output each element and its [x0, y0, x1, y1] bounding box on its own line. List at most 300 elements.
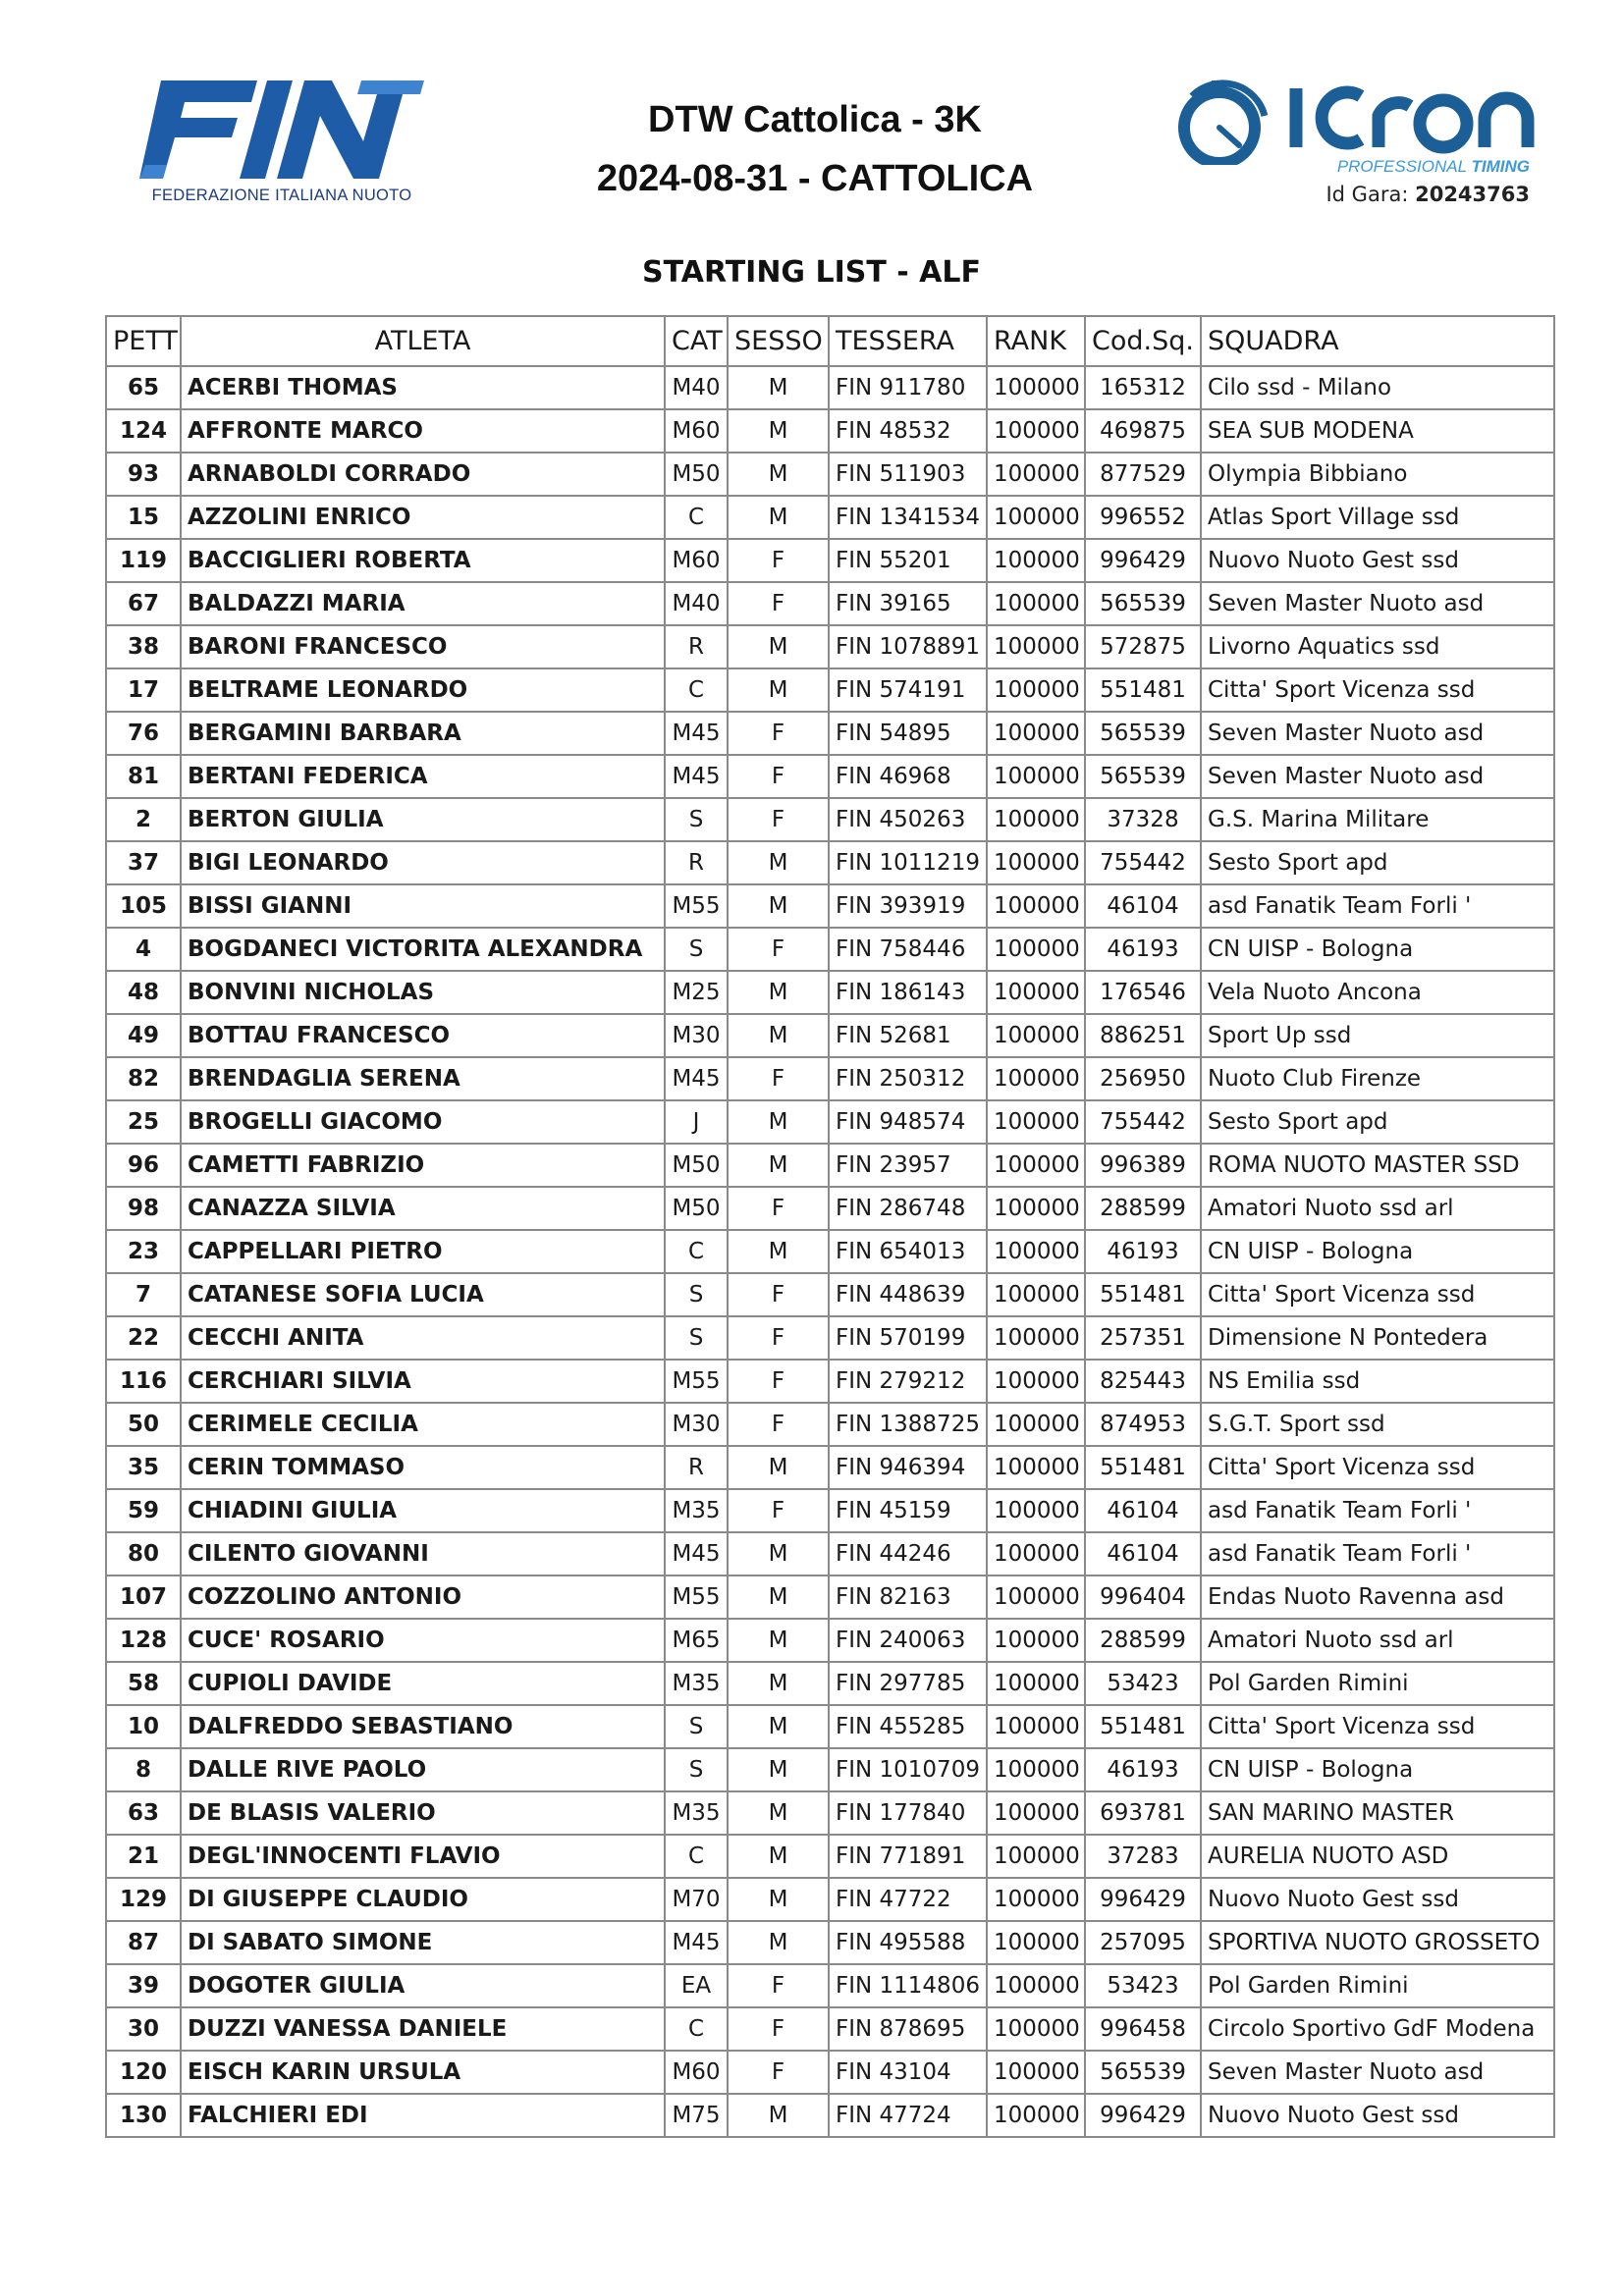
squadra-cell: Sesto Sport apd — [1201, 841, 1554, 884]
cod-sq-cell: 551481 — [1085, 668, 1201, 712]
squadra-cell: Sport Up ssd — [1201, 1014, 1554, 1057]
starting-list-table — [105, 315, 1555, 2138]
rank-cell: 100000 — [987, 1144, 1085, 1187]
sesso-cell: F — [728, 1403, 829, 1446]
pett-cell: 98 — [106, 1187, 181, 1230]
cat-cell: C — [665, 1230, 728, 1273]
sesso-cell: M — [728, 1144, 829, 1187]
cat-cell: M50 — [665, 1187, 728, 1230]
sesso-cell: M — [728, 1878, 829, 1921]
rank-cell: 100000 — [987, 453, 1085, 496]
cat-cell: C — [665, 1835, 728, 1878]
tessera-cell: FIN 47724 — [829, 2094, 987, 2137]
col-header-rank: RANK — [987, 316, 1085, 366]
cod-sq-cell: 565539 — [1085, 755, 1201, 798]
event-date-location: 2024-08-31 - CATTOLICA — [596, 158, 1034, 199]
rank-cell: 100000 — [987, 928, 1085, 971]
cod-sq-cell: 874953 — [1085, 1403, 1201, 1446]
atleta-cell: DI GIUSEPPE CLAUDIO — [181, 1878, 665, 1921]
rank-cell: 100000 — [987, 1014, 1085, 1057]
tessera-cell: FIN 286748 — [829, 1187, 987, 1230]
atleta-cell: BACCIGLIERI ROBERTA — [181, 539, 665, 582]
squadra-cell: asd Fanatik Team Forli ' — [1201, 1489, 1554, 1532]
rank-cell: 100000 — [987, 1057, 1085, 1100]
squadra-cell: asd Fanatik Team Forli ' — [1201, 1532, 1554, 1575]
rank-cell: 100000 — [987, 1446, 1085, 1489]
rank-cell: 100000 — [987, 625, 1085, 668]
cod-sq-cell: 46193 — [1085, 928, 1201, 971]
table-row — [106, 1230, 1554, 1273]
squadra-cell: Amatori Nuoto ssd arl — [1201, 1619, 1554, 1662]
cod-sq-cell: 996429 — [1085, 1878, 1201, 1921]
tessera-cell: FIN 240063 — [829, 1619, 987, 1662]
tessera-cell: FIN 570199 — [829, 1316, 987, 1360]
sesso-cell: M — [728, 1014, 829, 1057]
rank-cell: 100000 — [987, 971, 1085, 1014]
sesso-cell: M — [728, 1662, 829, 1705]
cat-cell: C — [665, 496, 728, 539]
tessera-cell: FIN 450263 — [829, 798, 987, 841]
atleta-cell: BOGDANECI VICTORITA ALEXANDRA — [181, 928, 665, 971]
pett-cell: 50 — [106, 1403, 181, 1446]
sesso-cell: F — [728, 1360, 829, 1403]
pett-cell: 105 — [106, 884, 181, 928]
tessera-cell: FIN 911780 — [829, 366, 987, 409]
cat-cell: M60 — [665, 409, 728, 453]
table-row — [106, 1316, 1554, 1360]
sesso-cell: F — [728, 712, 829, 755]
atleta-cell: EISCH KARIN URSULA — [181, 2051, 665, 2094]
pett-cell: 2 — [106, 798, 181, 841]
tessera-cell: FIN 54895 — [829, 712, 987, 755]
table-row — [106, 1057, 1554, 1100]
rank-cell: 100000 — [987, 1835, 1085, 1878]
squadra-cell: CN UISP - Bologna — [1201, 1230, 1554, 1273]
pett-cell: 81 — [106, 755, 181, 798]
squadra-cell: NS Emilia ssd — [1201, 1360, 1554, 1403]
cat-cell: C — [665, 668, 728, 712]
cod-sq-cell: 565539 — [1085, 2051, 1201, 2094]
cat-cell: M35 — [665, 1662, 728, 1705]
table-row — [106, 625, 1554, 668]
atleta-cell: DALFREDDO SEBASTIANO — [181, 1705, 665, 1748]
table-row — [106, 1748, 1554, 1791]
atleta-cell: CANAZZA SILVIA — [181, 1187, 665, 1230]
pett-cell: 8 — [106, 1748, 181, 1791]
table-header-row — [106, 316, 1554, 366]
pett-cell: 128 — [106, 1619, 181, 1662]
cat-cell: M30 — [665, 1014, 728, 1057]
table-row — [106, 1144, 1554, 1187]
cat-cell: J — [665, 1100, 728, 1144]
pett-cell: 7 — [106, 1273, 181, 1316]
atleta-cell: AZZOLINI ENRICO — [181, 496, 665, 539]
tessera-cell: FIN 1388725 — [829, 1403, 987, 1446]
tessera-cell: FIN 43104 — [829, 2051, 987, 2094]
table-row — [106, 1014, 1554, 1057]
pett-cell: 30 — [106, 2007, 181, 2051]
cod-sq-cell: 996429 — [1085, 2094, 1201, 2137]
sesso-cell: M — [728, 884, 829, 928]
tessera-cell: FIN 82163 — [829, 1575, 987, 1619]
rank-cell: 100000 — [987, 1575, 1085, 1619]
cod-sq-cell: 257351 — [1085, 1316, 1201, 1360]
table-row — [106, 582, 1554, 625]
atleta-cell: BOTTAU FRANCESCO — [181, 1014, 665, 1057]
cod-sq-cell: 469875 — [1085, 409, 1201, 453]
pett-cell: 35 — [106, 1446, 181, 1489]
rank-cell: 100000 — [987, 1273, 1085, 1316]
rank-cell: 100000 — [987, 582, 1085, 625]
pett-cell: 21 — [106, 1835, 181, 1878]
squadra-cell: Cilo ssd - Milano — [1201, 366, 1554, 409]
cat-cell: R — [665, 1446, 728, 1489]
atleta-cell: BARONI FRANCESCO — [181, 625, 665, 668]
list-title: STARTING LIST - ALF — [641, 255, 982, 290]
cat-cell: M45 — [665, 1057, 728, 1100]
pett-cell: 76 — [106, 712, 181, 755]
cod-sq-cell: 551481 — [1085, 1705, 1201, 1748]
atleta-cell: COZZOLINO ANTONIO — [181, 1575, 665, 1619]
col-header-sesso: SESSO — [728, 316, 829, 366]
tessera-cell: FIN 55201 — [829, 539, 987, 582]
cat-cell: S — [665, 1748, 728, 1791]
cod-sq-cell: 996389 — [1085, 1144, 1201, 1187]
rank-cell: 100000 — [987, 1921, 1085, 1964]
table-row — [106, 1878, 1554, 1921]
rank-cell: 100000 — [987, 668, 1085, 712]
squadra-cell: Pol Garden Rimini — [1201, 1662, 1554, 1705]
sesso-cell: F — [728, 1489, 829, 1532]
sesso-cell: M — [728, 366, 829, 409]
sesso-cell: M — [728, 841, 829, 884]
rank-cell: 100000 — [987, 1316, 1085, 1360]
tessera-cell: FIN 1010709 — [829, 1748, 987, 1791]
squadra-cell: Atlas Sport Village ssd — [1201, 496, 1554, 539]
cat-cell: M60 — [665, 2051, 728, 2094]
rank-cell: 100000 — [987, 798, 1085, 841]
cod-sq-cell: 37328 — [1085, 798, 1201, 841]
icron-logo — [1168, 77, 1542, 214]
pett-cell: 49 — [106, 1014, 181, 1057]
pett-cell: 96 — [106, 1144, 181, 1187]
atleta-cell: CAMETTI FABRIZIO — [181, 1144, 665, 1187]
tessera-cell: FIN 771891 — [829, 1835, 987, 1878]
pett-cell: 48 — [106, 971, 181, 1014]
col-header-cod-sq: Cod.Sq. — [1085, 316, 1201, 366]
table-row — [106, 2094, 1554, 2137]
atleta-cell: CAPPELLARI PIETRO — [181, 1230, 665, 1273]
squadra-cell: Seven Master Nuoto asd — [1201, 2051, 1554, 2094]
sesso-cell: M — [728, 496, 829, 539]
squadra-cell: SEA SUB MODENA — [1201, 409, 1554, 453]
sesso-cell: M — [728, 453, 829, 496]
sesso-cell: M — [728, 1446, 829, 1489]
cod-sq-cell: 53423 — [1085, 1964, 1201, 2007]
sesso-cell: M — [728, 1791, 829, 1835]
cat-cell: M40 — [665, 582, 728, 625]
sesso-cell: M — [728, 1532, 829, 1575]
atleta-cell: DOGOTER GIULIA — [181, 1964, 665, 2007]
tessera-cell: FIN 297785 — [829, 1662, 987, 1705]
tessera-cell: FIN 1114806 — [829, 1964, 987, 2007]
rank-cell: 100000 — [987, 1230, 1085, 1273]
tessera-cell: FIN 46968 — [829, 755, 987, 798]
cat-cell: M45 — [665, 1532, 728, 1575]
atleta-cell: BONVINI NICHOLAS — [181, 971, 665, 1014]
sesso-cell: M — [728, 1705, 829, 1748]
rank-cell: 100000 — [987, 841, 1085, 884]
cat-cell: M65 — [665, 1619, 728, 1662]
cat-cell: EA — [665, 1964, 728, 2007]
cat-cell: M50 — [665, 453, 728, 496]
sesso-cell: F — [728, 1316, 829, 1360]
cod-sq-cell: 46104 — [1085, 1532, 1201, 1575]
rank-cell: 100000 — [987, 884, 1085, 928]
sesso-cell: F — [728, 1964, 829, 2007]
cat-cell: S — [665, 1705, 728, 1748]
cod-sq-cell: 288599 — [1085, 1187, 1201, 1230]
squadra-cell: Pol Garden Rimini — [1201, 1964, 1554, 2007]
rank-cell: 100000 — [987, 755, 1085, 798]
gara-id-line — [1286, 183, 1530, 206]
rank-cell: 100000 — [987, 1705, 1085, 1748]
table-row — [106, 1273, 1554, 1316]
atleta-cell: BROGELLI GIACOMO — [181, 1100, 665, 1144]
pett-cell: 22 — [106, 1316, 181, 1360]
tessera-cell: FIN 45159 — [829, 1489, 987, 1532]
table-row — [106, 2007, 1554, 2051]
sesso-cell: F — [728, 798, 829, 841]
tessera-cell: FIN 23957 — [829, 1144, 987, 1187]
pett-cell: 10 — [106, 1705, 181, 1748]
tessera-cell: FIN 44246 — [829, 1532, 987, 1575]
rank-cell: 100000 — [987, 1878, 1085, 1921]
squadra-cell: G.S. Marina Militare — [1201, 798, 1554, 841]
tessera-cell: FIN 455285 — [829, 1705, 987, 1748]
sesso-cell: M — [728, 1100, 829, 1144]
sesso-cell: F — [728, 2051, 829, 2094]
pett-cell: 80 — [106, 1532, 181, 1575]
cod-sq-cell: 565539 — [1085, 712, 1201, 755]
cat-cell: M45 — [665, 755, 728, 798]
tessera-cell: FIN 448639 — [829, 1273, 987, 1316]
squadra-cell: Livorno Aquatics ssd — [1201, 625, 1554, 668]
table-row — [106, 755, 1554, 798]
cod-sq-cell: 165312 — [1085, 366, 1201, 409]
atleta-cell: DALLE RIVE PAOLO — [181, 1748, 665, 1791]
cod-sq-cell: 53423 — [1085, 1662, 1201, 1705]
gara-id-value: 20243763 — [1415, 183, 1530, 206]
atleta-cell: CERCHIARI SILVIA — [181, 1360, 665, 1403]
rank-cell: 100000 — [987, 1619, 1085, 1662]
icron-tag-timing: TIMING — [1471, 157, 1530, 176]
table-row — [106, 1835, 1554, 1878]
tessera-cell: FIN 1078891 — [829, 625, 987, 668]
tessera-cell: FIN 1341534 — [829, 496, 987, 539]
pett-cell: 63 — [106, 1791, 181, 1835]
rank-cell: 100000 — [987, 1100, 1085, 1144]
tessera-cell: FIN 186143 — [829, 971, 987, 1014]
squadra-cell: Citta' Sport Vicenza ssd — [1201, 1273, 1554, 1316]
tessera-cell: FIN 878695 — [829, 2007, 987, 2051]
cod-sq-cell: 886251 — [1085, 1014, 1201, 1057]
cod-sq-cell: 755442 — [1085, 1100, 1201, 1144]
tessera-cell: FIN 279212 — [829, 1360, 987, 1403]
table-row — [106, 2051, 1554, 2094]
cod-sq-cell: 256950 — [1085, 1057, 1201, 1100]
table-row — [106, 1791, 1554, 1835]
cod-sq-cell: 257095 — [1085, 1921, 1201, 1964]
pett-cell: 15 — [106, 496, 181, 539]
cat-cell: M70 — [665, 1878, 728, 1921]
tessera-cell: FIN 393919 — [829, 884, 987, 928]
col-header-squadra: SQUADRA — [1201, 316, 1554, 366]
tessera-cell: FIN 47722 — [829, 1878, 987, 1921]
atleta-cell: DEGL'INNOCENTI FLAVIO — [181, 1835, 665, 1878]
pett-cell: 130 — [106, 2094, 181, 2137]
atleta-cell: BISSI GIANNI — [181, 884, 665, 928]
squadra-cell: SAN MARINO MASTER — [1201, 1791, 1554, 1835]
sesso-cell: M — [728, 2094, 829, 2137]
fin-logo-mark — [139, 80, 424, 184]
rank-cell: 100000 — [987, 1360, 1085, 1403]
table-row — [106, 366, 1554, 409]
cat-cell: M30 — [665, 1403, 728, 1446]
atleta-cell: AFFRONTE MARCO — [181, 409, 665, 453]
cat-cell: R — [665, 841, 728, 884]
table-row — [106, 409, 1554, 453]
sesso-cell: M — [728, 1230, 829, 1273]
col-header-atleta: ATLETA — [181, 316, 665, 366]
squadra-cell: Nuovo Nuoto Gest ssd — [1201, 1878, 1554, 1921]
table-row — [106, 1964, 1554, 2007]
tessera-cell: FIN 39165 — [829, 582, 987, 625]
squadra-cell: Citta' Sport Vicenza ssd — [1201, 1446, 1554, 1489]
icron-logo-mark — [1168, 77, 1542, 165]
pett-cell: 87 — [106, 1921, 181, 1964]
cat-cell: S — [665, 798, 728, 841]
sesso-cell: F — [728, 1187, 829, 1230]
rank-cell: 100000 — [987, 1964, 1085, 2007]
cat-cell: M50 — [665, 1144, 728, 1187]
pett-cell: 25 — [106, 1100, 181, 1144]
cod-sq-cell: 46193 — [1085, 1748, 1201, 1791]
cod-sq-cell: 825443 — [1085, 1360, 1201, 1403]
table-row — [106, 1446, 1554, 1489]
table-row — [106, 1187, 1554, 1230]
squadra-cell: CN UISP - Bologna — [1201, 1748, 1554, 1791]
atleta-cell: ACERBI THOMAS — [181, 366, 665, 409]
pett-cell: 39 — [106, 1964, 181, 2007]
atleta-cell: CUCE' ROSARIO — [181, 1619, 665, 1662]
squadra-cell: Dimensione N Pontedera — [1201, 1316, 1554, 1360]
cod-sq-cell: 288599 — [1085, 1619, 1201, 1662]
squadra-cell: Sesto Sport apd — [1201, 1100, 1554, 1144]
rank-cell: 100000 — [987, 1662, 1085, 1705]
table-row — [106, 928, 1554, 971]
table-row — [106, 712, 1554, 755]
table-row — [106, 1619, 1554, 1662]
atleta-cell: BRENDAGLIA SERENA — [181, 1057, 665, 1100]
pett-cell: 59 — [106, 1489, 181, 1532]
table-row — [106, 1921, 1554, 1964]
rank-cell: 100000 — [987, 1489, 1085, 1532]
table-row — [106, 1100, 1554, 1144]
tessera-cell: FIN 495588 — [829, 1921, 987, 1964]
squadra-cell: asd Fanatik Team Forli ' — [1201, 884, 1554, 928]
cod-sq-cell: 996552 — [1085, 496, 1201, 539]
sesso-cell: M — [728, 1835, 829, 1878]
pett-cell: 129 — [106, 1878, 181, 1921]
cat-cell: R — [665, 625, 728, 668]
squadra-cell: Seven Master Nuoto asd — [1201, 712, 1554, 755]
rank-cell: 100000 — [987, 1748, 1085, 1791]
rank-cell: 100000 — [987, 2051, 1085, 2094]
rank-cell: 100000 — [987, 496, 1085, 539]
cod-sq-cell: 551481 — [1085, 1273, 1201, 1316]
atleta-cell: DUZZI VANESSA DANIELE — [181, 2007, 665, 2051]
tessera-cell: FIN 48532 — [829, 409, 987, 453]
cod-sq-cell: 46104 — [1085, 1489, 1201, 1532]
cat-cell: M45 — [665, 1921, 728, 1964]
cod-sq-cell: 46193 — [1085, 1230, 1201, 1273]
cat-cell: S — [665, 928, 728, 971]
squadra-cell: CN UISP - Bologna — [1201, 928, 1554, 971]
event-title: DTW Cattolica - 3K — [648, 99, 982, 140]
atleta-cell: FALCHIERI EDI — [181, 2094, 665, 2137]
sesso-cell: F — [728, 1273, 829, 1316]
cat-cell: S — [665, 1273, 728, 1316]
squadra-cell: Nuovo Nuoto Gest ssd — [1201, 539, 1554, 582]
cod-sq-cell: 572875 — [1085, 625, 1201, 668]
pett-cell: 37 — [106, 841, 181, 884]
table-row — [106, 1705, 1554, 1748]
atleta-cell: CERIMELE CECILIA — [181, 1403, 665, 1446]
col-header-cat: CAT — [665, 316, 728, 366]
pett-cell: 119 — [106, 539, 181, 582]
icron-tag-professional: PROFESSIONAL — [1336, 157, 1467, 176]
atleta-cell: CECCHI ANITA — [181, 1316, 665, 1360]
fin-caption: FEDERAZIONE ITALIANA NUOTO — [151, 187, 412, 204]
atleta-cell: ARNABOLDI CORRADO — [181, 453, 665, 496]
table-row — [106, 453, 1554, 496]
pett-cell: 120 — [106, 2051, 181, 2094]
table-row — [106, 841, 1554, 884]
cat-cell: M55 — [665, 884, 728, 928]
rank-cell: 100000 — [987, 2007, 1085, 2051]
rank-cell: 100000 — [987, 1791, 1085, 1835]
cod-sq-cell: 996429 — [1085, 539, 1201, 582]
table-row — [106, 668, 1554, 712]
tessera-cell: FIN 654013 — [829, 1230, 987, 1273]
squadra-cell: Endas Nuoto Ravenna asd — [1201, 1575, 1554, 1619]
atleta-cell: CHIADINI GIULIA — [181, 1489, 665, 1532]
atleta-cell: CERIN TOMMASO — [181, 1446, 665, 1489]
cat-cell: M55 — [665, 1575, 728, 1619]
tessera-cell: FIN 574191 — [829, 668, 987, 712]
tessera-cell: FIN 946394 — [829, 1446, 987, 1489]
sesso-cell: F — [728, 582, 829, 625]
sesso-cell: M — [728, 1748, 829, 1791]
table-row — [106, 1662, 1554, 1705]
pett-cell: 116 — [106, 1360, 181, 1403]
squadra-cell: Seven Master Nuoto asd — [1201, 755, 1554, 798]
atleta-cell: BALDAZZI MARIA — [181, 582, 665, 625]
pett-cell: 93 — [106, 453, 181, 496]
cat-cell: M40 — [665, 366, 728, 409]
sesso-cell: F — [728, 539, 829, 582]
